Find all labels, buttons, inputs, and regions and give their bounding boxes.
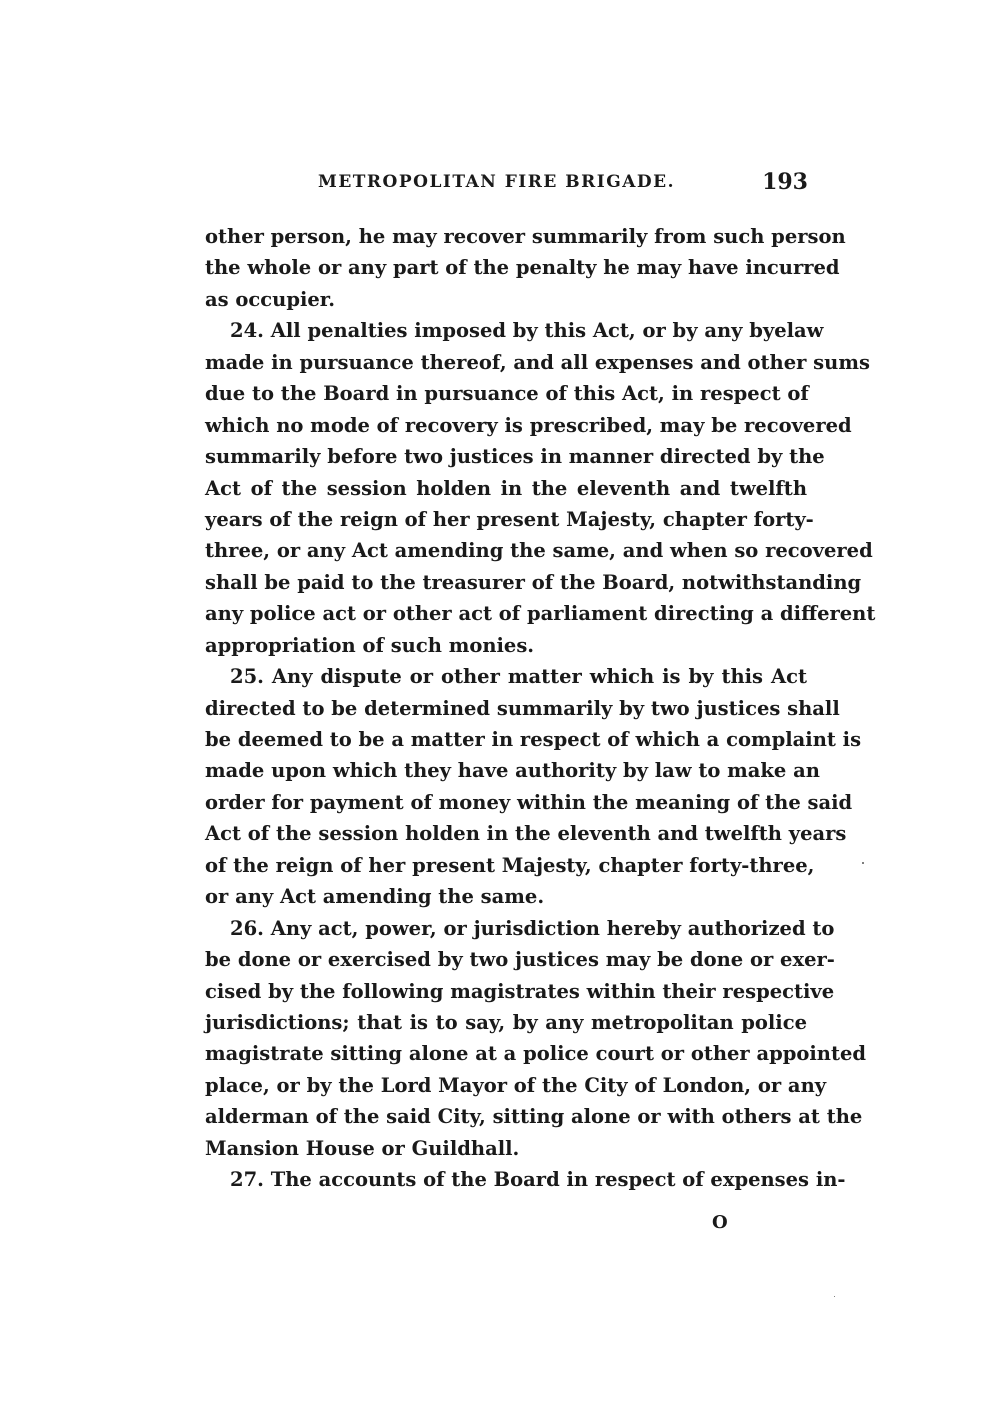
text-line: as occupier. <box>205 287 336 311</box>
text-line: Act of the session holden in the eleventh and twelfth years <box>205 822 847 846</box>
text-line: magistrate sitting alone at a police court or other appointed <box>205 1042 867 1066</box>
text-line: made upon which they have authority by law to make an <box>205 759 820 783</box>
text-line: any police act or other act of parliament directing a different <box>205 602 876 626</box>
text-line: place, or by the Lord Mayor of the City of London, or any <box>205 1073 827 1097</box>
page-number: 193 <box>762 169 808 195</box>
text-line: other person, he may recover summarily from such person <box>205 225 846 248</box>
text-line: appropriation of such monies. <box>205 633 535 657</box>
section-26-start: 26. Any act, power, or jurisdiction hereby authorized to <box>230 916 835 940</box>
text-line: alderman of the said City, sitting alone or with others at the <box>205 1105 863 1129</box>
text-line: or any Act amending the same. <box>205 885 545 909</box>
text-line: order for payment of money within the meaning of the said <box>205 790 853 814</box>
section-27-start: 27. The accounts of the Board in respect of expenses in- <box>230 1168 846 1192</box>
text-line: directed to be determined summarily by two justices shall <box>205 696 840 720</box>
text-line: made in pursuance thereof, and all expenses and other sums <box>205 350 870 374</box>
text-line: years of the reign of her present Majesty, chapter forty- <box>205 507 814 531</box>
running-title: METROPOLITAN FIRE BRIGADE. <box>318 172 676 192</box>
text-line: due to the Board in pursuance of this Act, in respect of <box>205 382 809 406</box>
text-line: shall be paid to the treasurer of the Board, notwithstanding <box>205 570 862 594</box>
text-line: three, or any Act amending the same, and when so recovered <box>205 539 873 563</box>
text-line: which no mode of recovery is prescribed, may be recovered <box>205 413 852 437</box>
signature-mark: O <box>712 1212 728 1233</box>
text-line: Act of the session holden in the eleventh and twelfth <box>205 476 807 500</box>
running-head <box>318 169 808 202</box>
text-line: be done or exercised by two justices may be done or exer- <box>205 948 835 972</box>
section-25-start: 25. Any dispute or other matter which is by this Act <box>230 665 807 689</box>
text-line: jurisdictions; that is to say, by any metropolitan police <box>205 1010 807 1034</box>
text-line: of the reign of her present Majesty, chapter forty-three, <box>205 853 815 877</box>
body-text <box>205 221 876 1196</box>
section-24-start: 24. All penalties imposed by this Act, or by any byelaw <box>230 319 824 343</box>
print-speck <box>834 1296 835 1297</box>
print-speck <box>862 862 864 864</box>
text-line: Mansion House or Guildhall. <box>205 1136 520 1160</box>
text-line: cised by the following magistrates within their respective <box>205 979 835 1003</box>
text-line: be deemed to be a matter in respect of which a complaint is <box>205 728 862 751</box>
text-line: summarily before two justices in manner directed by the <box>205 445 825 469</box>
text-line: the whole or any part of the penalty he may have incurred <box>205 256 840 280</box>
